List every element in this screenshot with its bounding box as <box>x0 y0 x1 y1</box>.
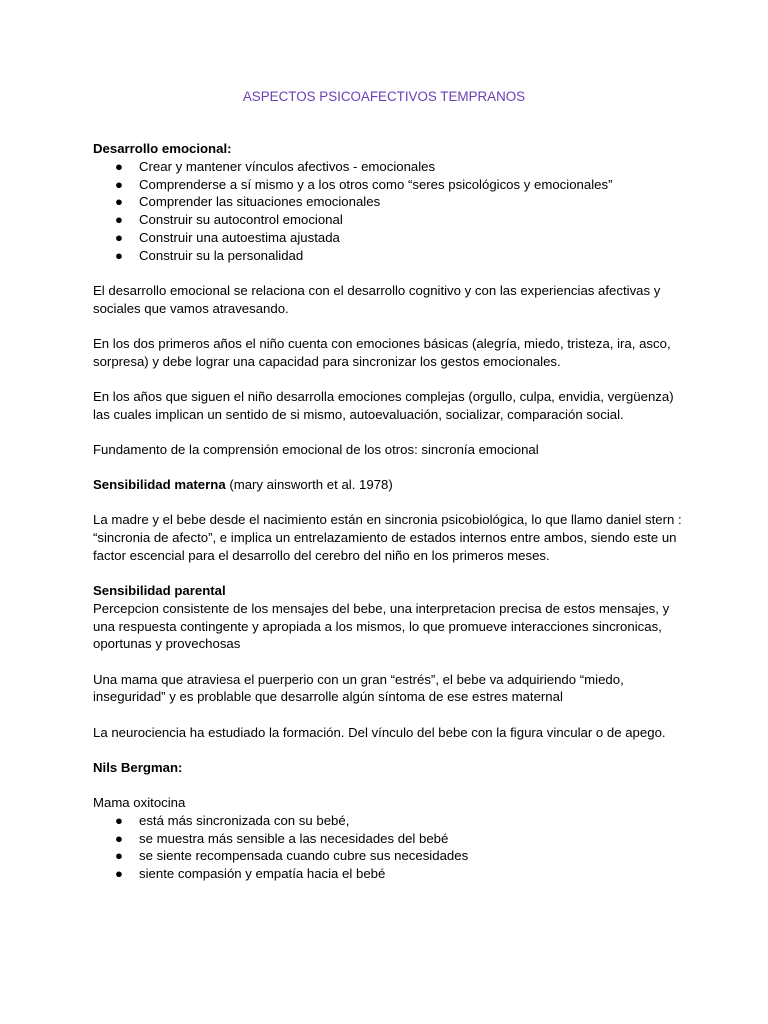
list-item-text: Construir una autoestima ajustada <box>139 229 340 245</box>
bullet-icon: ● <box>115 194 123 210</box>
list-item-text: Comprenderse a sí mismo y a los otros como “seres psicológicos y emocionales” <box>139 176 613 192</box>
bullet-icon: ● <box>115 812 123 828</box>
list-item <box>93 812 683 830</box>
paragraph-puerperio: Una mama que atraviesa el puerperio con un gran “estrés”, el bebe va adquiriendo “miedo, inseguridad” y es problable que desarrolle algún síntoma de ese estres maternal <box>93 671 624 705</box>
paragraph-neurociencia: La neurociencia ha estudiado la formación. Del vínculo del bebe con la figura vincular o de apego. <box>93 724 666 740</box>
spacer <box>93 777 683 794</box>
bergman-list <box>93 812 683 883</box>
document-body <box>93 140 683 883</box>
spacer <box>93 741 683 758</box>
list-item-text: Construir su la personalidad <box>139 247 304 263</box>
list-item-text: Comprender las situaciones emocionales <box>139 194 381 210</box>
bergman-intro: Mama oxitocina <box>93 795 186 811</box>
section-heading-desarrollo: Desarrollo emocional: <box>93 141 232 156</box>
paragraph-desarrollo-cognitivo: El desarrollo emocional se relaciona con el desarrollo cognitivo y con las experiencias afectivas y sociales que vamos atravesando. <box>93 282 661 316</box>
spacer <box>93 424 683 441</box>
bullet-icon: ● <box>115 212 123 228</box>
paragraph-emociones-basicas: En los dos primeros años el niño cuenta con emociones básicas (alegría, miedo, tristeza, ira, asco, sorpresa) y debe lograr una capacidad para sincronizar los gestos emocionales. <box>93 335 671 369</box>
bullet-icon: ● <box>115 158 123 174</box>
list-item <box>93 847 683 865</box>
list-item <box>93 211 683 229</box>
list-item-text: está más sincronizada con su bebé, <box>139 812 350 828</box>
spacer <box>93 318 683 335</box>
sensibilidad-materna-reference: (mary ainsworth et al. 1978) <box>225 477 393 493</box>
bullet-icon: ● <box>115 848 123 864</box>
list-item-text: siente compasión y empatía hacia el bebé <box>139 866 386 882</box>
section-heading-bergman: Nils Bergman: <box>93 759 183 775</box>
list-item-text: se siente recompensada cuando cubre sus necesidades <box>139 848 469 864</box>
spacer <box>93 706 683 723</box>
spacer <box>93 459 683 476</box>
paragraph-sincronia-afecto: La madre y el bebe desde el nacimiento están en sincronia psicobiológica, lo que llamo daniel stern : “sincronia de afecto”, e implica un entrelazamiento de estados internos entre ambos, siendo este un factor escencial para el desarrollo del cerebro del niño en los primeros meses. <box>93 512 682 563</box>
list-item <box>93 176 683 194</box>
list-item <box>93 247 683 265</box>
bullet-icon: ● <box>115 830 123 846</box>
list-item <box>93 830 683 848</box>
bullet-icon: ● <box>115 176 123 192</box>
page-title: ASPECTOS PSICOAFECTIVOS TEMPRANOS <box>242 89 526 104</box>
paragraph-emociones-complejas: En los años que siguen el niño desarrolla emociones complejas (orgullo, culpa, envidia, vergüenza) las cuales implican un sentido de si mismo, autoevaluación, socializar, comparación social. <box>93 388 674 422</box>
spacer <box>93 565 683 582</box>
bullet-icon: ● <box>115 247 123 263</box>
paragraph-sincronia-emocional: Fundamento de la comprensión emocional de los otros: sincronía emocional <box>93 441 539 457</box>
paragraph-sensibilidad-parental: Percepcion consistente de los mensajes del bebe, una interpretacion precisa de estos mensajes, y una respuesta contingente y apropiada a los mismos, lo que promueve interacciones sincronicas, oportunas y provechosas <box>93 600 670 652</box>
section-heading-sensibilidad-materna: Sensibilidad materna <box>93 477 226 493</box>
spacer <box>93 494 683 511</box>
sensibilidad-materna-line <box>93 476 683 494</box>
spacer <box>93 653 683 670</box>
list-item-text: Construir su autocontrol emocional <box>139 212 343 228</box>
list-item <box>93 865 683 883</box>
desarrollo-list <box>93 158 683 265</box>
list-item <box>93 193 683 211</box>
spacer <box>93 265 683 282</box>
bullet-icon: ● <box>115 229 123 245</box>
section-heading-sensibilidad-parental: Sensibilidad parental <box>93 583 226 599</box>
list-item <box>93 229 683 247</box>
list-item <box>93 158 683 176</box>
bullet-icon: ● <box>115 866 123 882</box>
spacer <box>93 371 683 388</box>
list-item-text: Crear y mantener vínculos afectivos - emocionales <box>139 158 436 174</box>
list-item-text: se muestra más sensible a las necesidades del bebé <box>139 830 449 846</box>
